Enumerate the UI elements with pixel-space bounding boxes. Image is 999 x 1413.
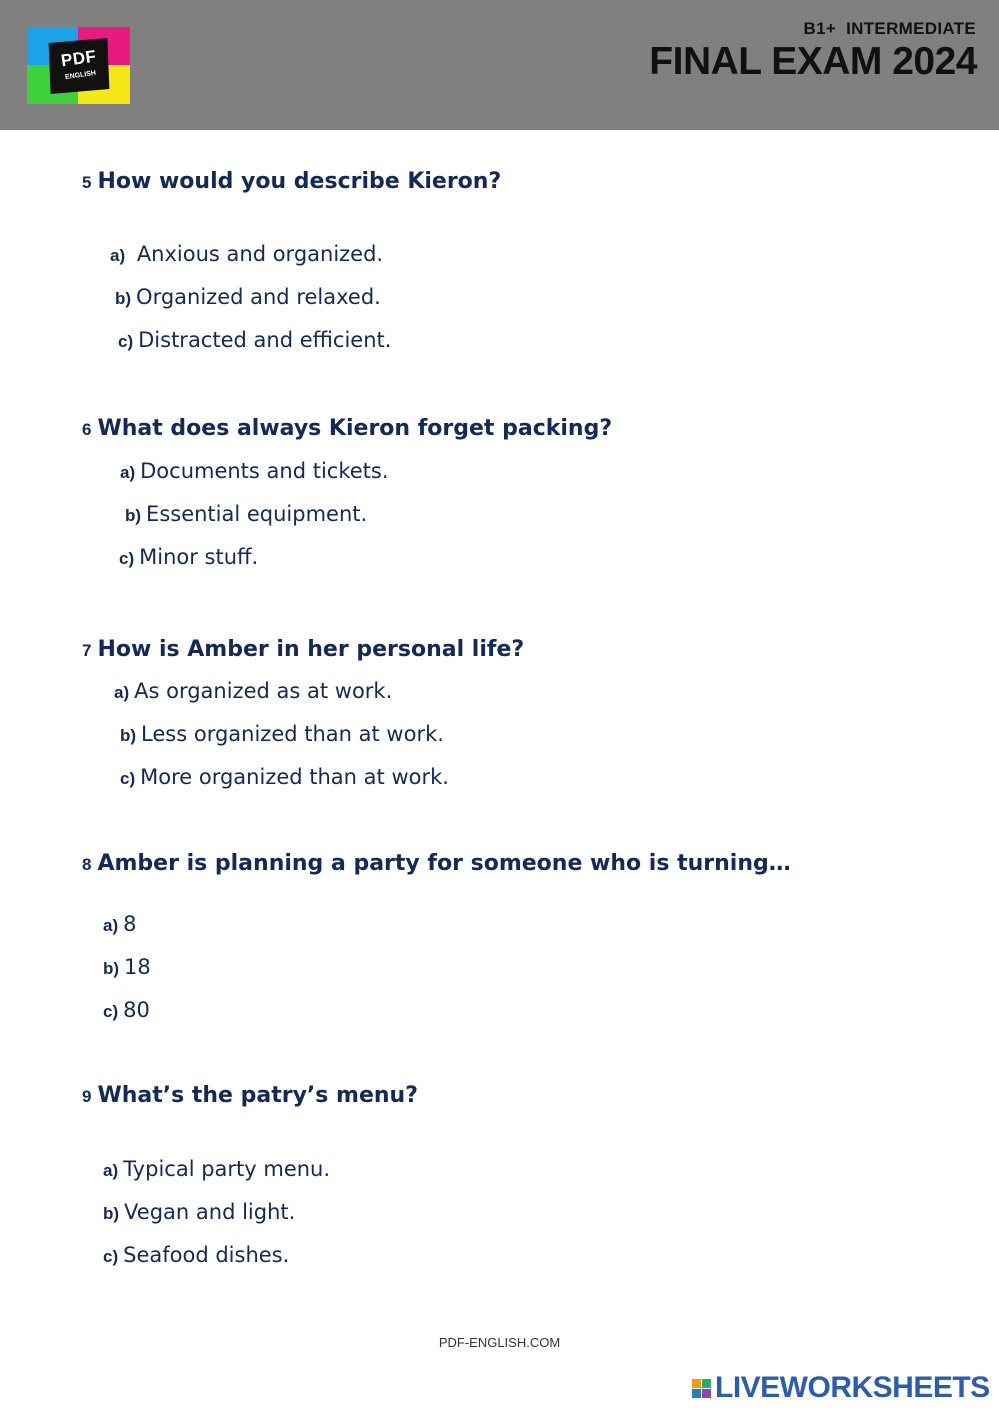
question-text: How is Amber in her personal life? xyxy=(97,637,525,662)
option-5b[interactable] xyxy=(115,285,381,309)
option-letter: b) xyxy=(125,506,142,525)
liveworksheets-blocks-icon xyxy=(692,1379,711,1398)
option-5a[interactable] xyxy=(110,242,383,266)
option-text: Anxious and organized. xyxy=(136,242,384,266)
option-letter: a) xyxy=(120,463,136,482)
option-text: 18 xyxy=(124,955,151,979)
option-text: 80 xyxy=(123,998,150,1022)
option-text: As organized as at work. xyxy=(134,679,393,703)
option-5c[interactable] xyxy=(118,328,391,352)
option-letter: c) xyxy=(120,769,136,788)
option-letter: b) xyxy=(120,726,137,745)
question-number: 5 xyxy=(82,173,92,192)
question-8 xyxy=(82,851,791,876)
liveworksheets-brand: LIVEWORKSHEETS xyxy=(715,1371,990,1404)
level-label: B1+ INTERMEDIATE xyxy=(803,19,976,38)
question-6 xyxy=(82,416,612,441)
option-8a[interactable] xyxy=(103,912,137,936)
option-letter: b) xyxy=(103,1204,120,1223)
header-bar xyxy=(0,0,999,130)
option-6b[interactable] xyxy=(125,502,367,526)
question-text: What does always Kieron forget packing? xyxy=(97,416,613,441)
option-7c[interactable] xyxy=(120,765,449,789)
option-letter: b) xyxy=(103,959,120,978)
option-letter: a) xyxy=(103,1161,119,1180)
pdf-english-logo xyxy=(27,27,130,104)
option-8c[interactable] xyxy=(103,998,150,1022)
exam-title: FINAL EXAM 2024 xyxy=(649,40,977,83)
option-letter: b) xyxy=(115,289,132,308)
option-text: Documents and tickets. xyxy=(140,459,389,483)
option-letter: a) xyxy=(114,683,130,702)
option-letter: c) xyxy=(119,549,135,568)
option-9c[interactable] xyxy=(103,1243,289,1267)
question-text: Amber is planning a party for someone who is turning… xyxy=(97,851,791,876)
question-text: How would you describe Kieron? xyxy=(97,169,502,194)
logo-subtext: ENGLISH xyxy=(64,69,97,82)
option-text: Seafood dishes. xyxy=(123,1243,290,1267)
question-number: 6 xyxy=(82,420,92,439)
question-number: 7 xyxy=(82,641,92,660)
option-letter: c) xyxy=(103,1247,119,1266)
question-number: 8 xyxy=(82,855,92,874)
option-text: 8 xyxy=(123,912,137,936)
liveworksheets-logo[interactable] xyxy=(692,1373,990,1403)
option-6a[interactable] xyxy=(120,459,389,483)
option-text: Organized and relaxed. xyxy=(136,285,381,309)
option-7b[interactable] xyxy=(120,722,444,746)
option-text: Typical party menu. xyxy=(123,1157,331,1181)
question-number: 9 xyxy=(82,1087,92,1106)
option-text: Vegan and light. xyxy=(124,1200,296,1224)
option-6c[interactable] xyxy=(119,545,258,569)
option-text: Distracted and efficient. xyxy=(138,328,392,352)
option-text: Less organized than at work. xyxy=(141,722,444,746)
option-text: Essential equipment. xyxy=(146,502,368,526)
question-text: What’s the patry’s menu? xyxy=(97,1083,418,1108)
option-7a[interactable] xyxy=(114,679,392,703)
option-9a[interactable] xyxy=(103,1157,330,1181)
option-9b[interactable] xyxy=(103,1200,295,1224)
option-letter: a) xyxy=(110,246,126,265)
logo-text: PDF xyxy=(59,46,98,71)
footer-url: PDF-ENGLISH.COM xyxy=(438,1335,561,1350)
option-letter: a) xyxy=(103,916,119,935)
option-text: Minor stuff. xyxy=(139,545,259,569)
option-text: More organized than at work. xyxy=(140,765,449,789)
question-7 xyxy=(82,637,524,662)
option-8b[interactable] xyxy=(103,955,151,979)
question-9 xyxy=(82,1083,418,1108)
option-letter: c) xyxy=(118,332,134,351)
question-5 xyxy=(82,169,501,194)
option-letter: c) xyxy=(103,1002,119,1021)
